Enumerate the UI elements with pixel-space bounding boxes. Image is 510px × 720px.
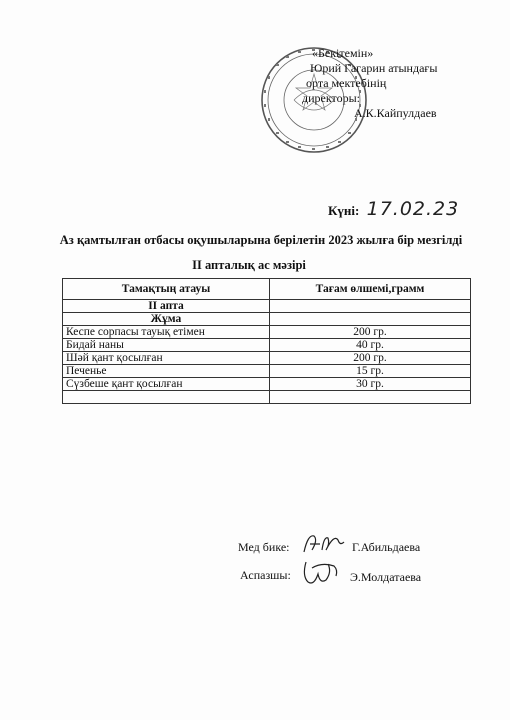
approval-school-type: орта мектебінің: [306, 76, 387, 90]
table-row: [63, 339, 471, 352]
week-label: ІІ апта: [63, 300, 270, 313]
dish-name: Кеспе сорпасы тауық етімен: [63, 326, 270, 339]
dish-portion: 200 гр.: [270, 326, 471, 339]
table-row: [63, 326, 471, 339]
dish-name: Сүзбеше қант қосылған: [63, 378, 270, 391]
column-header-portion: Тағам өлшемі,грамм: [270, 279, 471, 300]
approval-position: директоры:: [302, 91, 361, 105]
dish-portion: 40 гр.: [270, 339, 471, 352]
day-row: [63, 313, 471, 326]
dish-portion: 30 гр.: [270, 378, 471, 391]
cook-name: Э.Молдатаева: [350, 570, 422, 584]
dish-name: Шәй қант қосылған: [63, 352, 270, 365]
nurse-name: Г.Абильдаева: [352, 540, 421, 554]
table-row: [63, 365, 471, 378]
nurse-signature: [300, 530, 348, 556]
empty-cell: [270, 300, 471, 313]
approval-director-name: А.К.Кайпулдаев: [354, 106, 437, 120]
table-row: [63, 378, 471, 391]
week-row: [63, 300, 471, 313]
dish-portion: 15 гр.: [270, 365, 471, 378]
approval-school-name: Юрий Гагарин атындағы: [310, 61, 438, 75]
document-subtitle: ІІ апталық ас мәзірі: [192, 258, 306, 272]
dish-name: Печенье: [63, 365, 270, 378]
day-label: Жұма: [63, 313, 270, 326]
document-title: Аз қамтылған отбасы оқушыларына берілетін 2023 жылға бір мезгілді: [59, 233, 463, 247]
cook-label: Аспазшы:: [240, 568, 291, 582]
dish-name: Бидай наны: [63, 339, 270, 352]
empty-cell: [270, 391, 471, 404]
empty-cell: [270, 313, 471, 326]
empty-cell: [63, 391, 270, 404]
cook-signature: [298, 558, 344, 588]
table-header-row: [63, 279, 471, 300]
column-header-dish: Тамақтың атауы: [63, 279, 270, 300]
approval-heading: «Бекітемін»: [312, 46, 374, 60]
date-value: 17.02.23: [366, 198, 460, 220]
menu-table: [62, 278, 471, 404]
dish-portion: 200 гр.: [270, 352, 471, 365]
table-row: [63, 352, 471, 365]
date-line: [328, 198, 459, 220]
empty-row: [63, 391, 471, 404]
nurse-label: Мед бике:: [238, 540, 290, 554]
approval-block: [302, 46, 502, 121]
date-label: Күні:: [328, 203, 360, 218]
